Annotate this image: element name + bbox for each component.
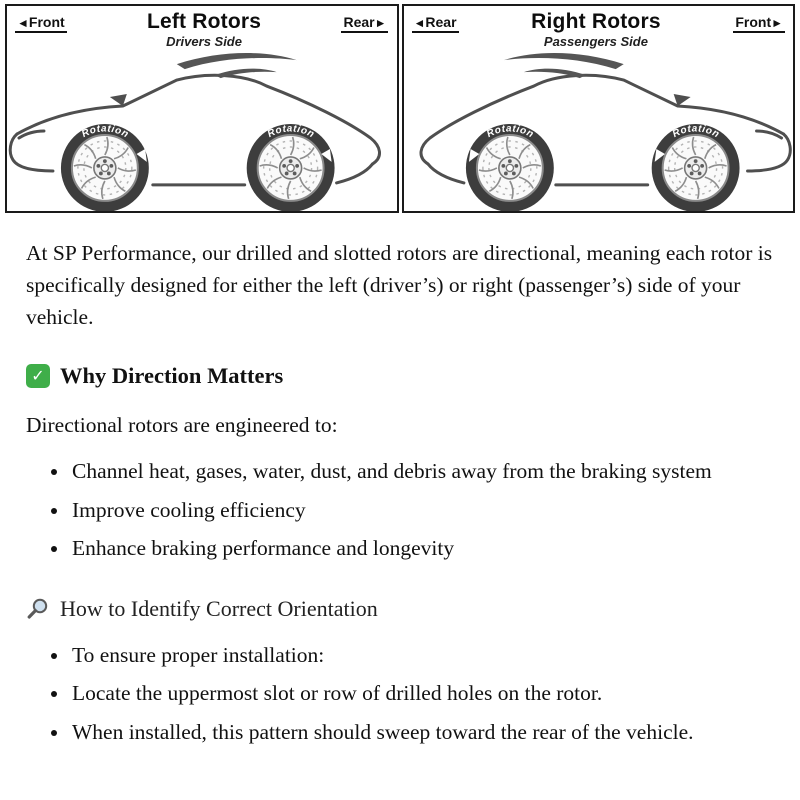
- front-direction-label: [733, 14, 785, 33]
- list-item: • Channel heat, gases, water, dust, and debris away from the braking system: [70, 455, 774, 487]
- list-item: • When installed, this pattern should sweep toward the rear of the vehicle.: [70, 716, 774, 748]
- rotor-direction-diagram: [0, 0, 800, 215]
- intro-paragraph: At SP Performance, our drilled and slotted rotors are directional, meaning each rotor is specifically designed for either the left (driver’s) or right (passenger’s) side of your vehicle.: [26, 240, 773, 330]
- rear-direction-label: [341, 14, 388, 33]
- left-panel-subtitle: Drivers Side: [166, 34, 242, 50]
- front-label-text: Front: [735, 14, 772, 30]
- check-icon: ✓: [26, 364, 50, 388]
- right-arrow-icon: ►: [771, 16, 783, 30]
- right-panel-titles: [531, 11, 661, 49]
- identify-bullet-list: [26, 639, 774, 748]
- front-direction-label: [15, 14, 67, 33]
- front-label-text: Front: [28, 14, 65, 30]
- left-panel-titles: [147, 11, 261, 49]
- heading-text: Why Direction Matters: [60, 363, 284, 389]
- heading-text: How to Identify Correct Orientation: [60, 596, 378, 622]
- identify-orientation-heading: [26, 592, 774, 625]
- car-illustration-right: [404, 49, 794, 211]
- rotation-label: Rotation: [80, 123, 131, 141]
- rotation-label: Rotation: [670, 123, 721, 141]
- rear-label-text: Rear: [343, 14, 375, 30]
- left-panel-title: Left Rotors: [146, 10, 262, 33]
- left-arrow-icon: ◄: [17, 16, 29, 30]
- rear-direction-label: [412, 14, 459, 33]
- left-arrow-icon: ◄: [413, 16, 426, 30]
- list-item: • Locate the uppermost slot or row of drilled holes on the rotor.: [70, 677, 774, 709]
- right-panel-header: [404, 6, 794, 49]
- why-bullet-list: [26, 455, 774, 564]
- car-illustration-left: [7, 49, 397, 211]
- list-item: • To ensure proper installation:: [70, 639, 774, 671]
- rotation-label: Rotation: [484, 123, 536, 141]
- right-panel-title: Right Rotors: [531, 10, 661, 33]
- rear-label-text: Rear: [425, 14, 457, 30]
- left-rotors-panel: [5, 4, 399, 213]
- engineered-lead: Directional rotors are engineered to:: [26, 413, 338, 438]
- right-arrow-icon: ►: [374, 16, 387, 30]
- right-rotors-panel: [402, 4, 796, 213]
- left-panel-header: [7, 6, 397, 49]
- why-direction-matters-heading: [26, 359, 774, 393]
- magnifier-icon: [26, 597, 50, 621]
- list-item: • Improve cooling efficiency: [70, 494, 774, 526]
- article-body: [0, 215, 800, 786]
- right-panel-subtitle: Passengers Side: [543, 34, 648, 50]
- rotation-label: Rotation: [265, 123, 317, 141]
- list-item: • Enhance braking performance and longevity: [70, 532, 774, 564]
